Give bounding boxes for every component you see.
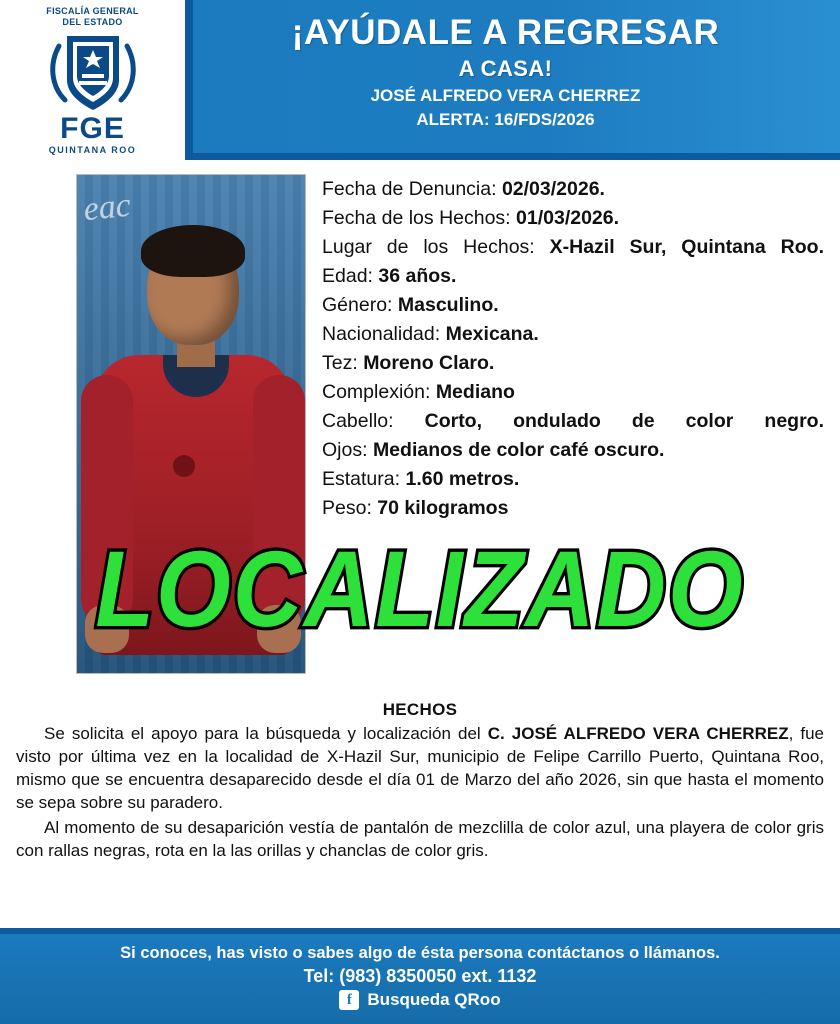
header-banner xyxy=(185,0,840,160)
detail-value: Medianos de color café oscuro. xyxy=(372,439,665,461)
facts-paragraph-2: Al momento de su desaparición vestía de pantalón de mezclilla de color azul, una playera de color gris con rallas negras, rota en la las orillas y chanclas de color gris. xyxy=(16,818,824,860)
facts-paragraph-1 xyxy=(16,722,824,814)
detail-label: Género: xyxy=(322,294,393,316)
detail-label: Fecha de los Hechos: xyxy=(322,207,511,229)
detail-row xyxy=(322,292,824,319)
detail-label: Fecha de Denuncia: xyxy=(322,178,497,200)
footer-phone: Tel: (983) 8350050 ext. 1132 xyxy=(303,966,537,986)
photo-hair xyxy=(141,225,245,277)
logo-top-line2: DEL ESTADO xyxy=(62,17,123,27)
detail-row xyxy=(322,437,824,464)
detail-label: Nacionalidad: xyxy=(322,323,441,345)
detail-row xyxy=(322,205,824,232)
fge-logo xyxy=(0,0,185,160)
photo-column xyxy=(16,174,308,674)
facts-p1-pre: Se solicita el apoyo para la búsqueda y localización del xyxy=(44,724,488,743)
detail-label: Edad: xyxy=(322,265,373,287)
logo-top-text xyxy=(46,6,138,28)
detail-value: 1.60 metros. xyxy=(405,468,520,490)
detail-value: Mexicana. xyxy=(445,323,539,345)
detail-value: 01/03/2026. xyxy=(516,207,620,229)
detail-row xyxy=(322,495,824,522)
facebook-icon: f xyxy=(339,990,359,1010)
detail-row xyxy=(322,379,824,406)
detail-value: X-Hazil Sur, Quintana Roo. xyxy=(549,236,824,258)
detail-row xyxy=(322,321,824,348)
photo-arm-left xyxy=(81,375,133,625)
detail-row xyxy=(322,234,824,261)
detail-label: Lugar de los Hechos: xyxy=(322,236,535,258)
detail-row xyxy=(322,176,824,203)
photo-hand-right xyxy=(257,605,301,653)
photo-arm-right xyxy=(253,375,305,625)
detail-value: Moreno Claro. xyxy=(363,352,495,374)
logo-state: QUINTANA ROO xyxy=(48,145,137,155)
poster-footer xyxy=(0,928,840,1024)
detail-row xyxy=(322,408,824,435)
facts-p1-post: , fue visto por última vez en la localidad de X-Hazil Sur, municipio de Felipe Carrillo Puerto, Quintana Roo, mismo que se encuentra desaparecido desde el día 01 de Marzo del año 2026, sin que hasta el momento se sepa sobre su paradero. xyxy=(16,724,824,812)
logo-top-line1: FISCALÍA GENERAL xyxy=(46,6,139,16)
detail-label: Estatura: xyxy=(322,468,401,490)
poster-header xyxy=(0,0,840,160)
photo-hand-left xyxy=(85,605,129,653)
header-underline xyxy=(185,153,840,160)
facts-heading: HECHOS xyxy=(382,700,458,719)
headline-line2: A CASA! xyxy=(458,56,553,81)
details-list xyxy=(308,174,824,674)
logo-acronym: FGE xyxy=(60,112,125,145)
footer-contact-text: Si conoces, has visto o sabes algo de ésta persona contáctanos o llámanos. xyxy=(120,944,720,962)
crest-icon xyxy=(45,30,141,116)
footer-facebook[interactable] xyxy=(0,988,840,1012)
person-name: JOSÉ ALFREDO VERA CHERREZ xyxy=(370,86,641,105)
detail-value: Mediano xyxy=(435,381,515,403)
detail-value: 02/03/2026. xyxy=(501,178,605,200)
headline-line1: ¡AYÚDALE A REGRESAR xyxy=(291,13,720,52)
detail-row xyxy=(322,466,824,493)
header-side-strip xyxy=(185,0,193,160)
detail-value: 70 kilogramos xyxy=(377,497,509,519)
detail-row xyxy=(322,350,824,377)
status-stamp-localizado: LOCALIZADO xyxy=(95,529,745,650)
detail-value: Corto, ondulado de color negro. xyxy=(424,410,824,432)
facts-section xyxy=(16,700,824,864)
photo-graffiti: eac xyxy=(81,186,133,229)
alert-code: ALERTA: 16/FDS/2026 xyxy=(416,110,595,129)
detail-label: Complexión: xyxy=(322,381,431,403)
facebook-page-name: Busqueda QRoo xyxy=(367,990,501,1009)
poster-body xyxy=(0,160,840,674)
detail-label: Peso: xyxy=(322,497,372,519)
detail-row xyxy=(322,263,824,290)
detail-value: Masculino. xyxy=(397,294,499,316)
detail-value: 36 años. xyxy=(378,265,457,287)
photo-shirt-emblem xyxy=(173,455,195,477)
detail-label: Cabello: xyxy=(322,410,394,432)
detail-label: Ojos: xyxy=(322,439,368,461)
facts-p1-name: C. JOSÉ ALFREDO VERA CHERREZ xyxy=(487,724,789,743)
person-photo xyxy=(76,174,306,674)
detail-label: Tez: xyxy=(322,352,358,374)
